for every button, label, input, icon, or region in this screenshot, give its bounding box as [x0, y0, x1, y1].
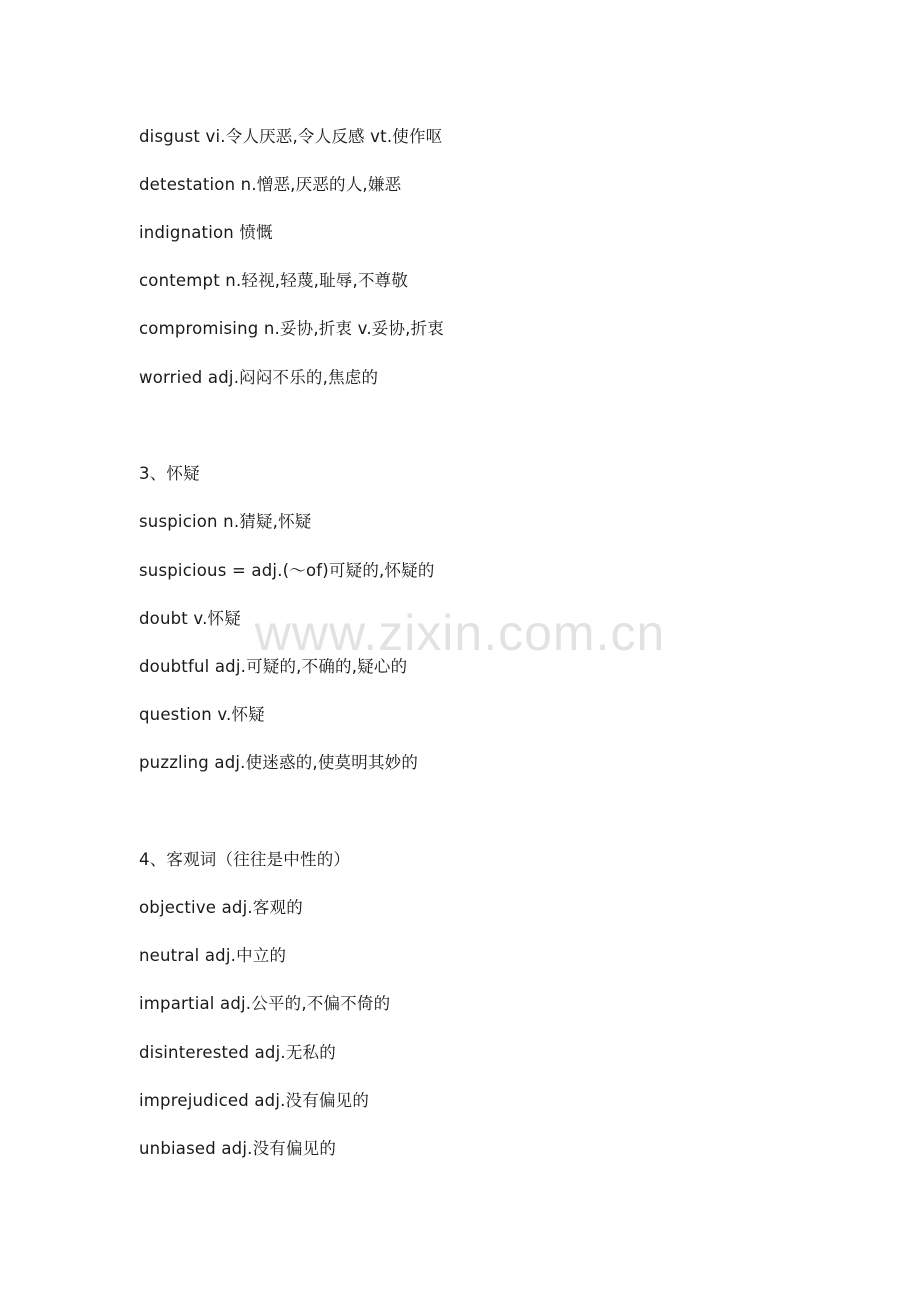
vocab-line: unbiased adj.没有偏见的	[139, 1139, 337, 1158]
vocab-line: detestation n.憎恶,厌恶的人,嫌恶	[139, 175, 402, 194]
vocab-line: doubt v.怀疑	[139, 609, 241, 628]
vocab-line: imprejudiced adj.没有偏见的	[139, 1091, 370, 1110]
vocab-line: compromising n.妥协,折衷 v.妥协,折衷	[139, 319, 445, 338]
vocab-line: indignation 愤慨	[139, 223, 273, 242]
vocab-line: disgust vi.令人厌恶,令人反感 vt.使作呕	[139, 127, 443, 146]
section-heading: 3、怀疑	[139, 464, 200, 483]
vocab-line: puzzling adj.使迷惑的,使莫明其妙的	[139, 753, 419, 772]
vocab-line: impartial adj.公平的,不偏不倚的	[139, 994, 391, 1013]
vocab-line: contempt n.轻视,轻蔑,耻辱,不尊敬	[139, 271, 409, 290]
vocab-line: suspicious = adj.(～of)可疑的,怀疑的	[139, 561, 435, 580]
vocab-line: question v.怀疑	[139, 705, 265, 724]
vocab-line: disinterested adj.无私的	[139, 1043, 336, 1062]
watermark: www.zixin.com.cn	[254, 605, 666, 661]
vocab-line: doubtful adj.可疑的,不确的,疑心的	[139, 657, 408, 676]
vocab-line: suspicion n.猜疑,怀疑	[139, 512, 312, 531]
section-heading: 4、客观词（往往是中性的）	[139, 850, 351, 869]
vocab-line: objective adj.客观的	[139, 898, 303, 917]
vocab-line: neutral adj.中立的	[139, 946, 287, 965]
vocab-line: worried adj.闷闷不乐的,焦虑的	[139, 368, 379, 387]
